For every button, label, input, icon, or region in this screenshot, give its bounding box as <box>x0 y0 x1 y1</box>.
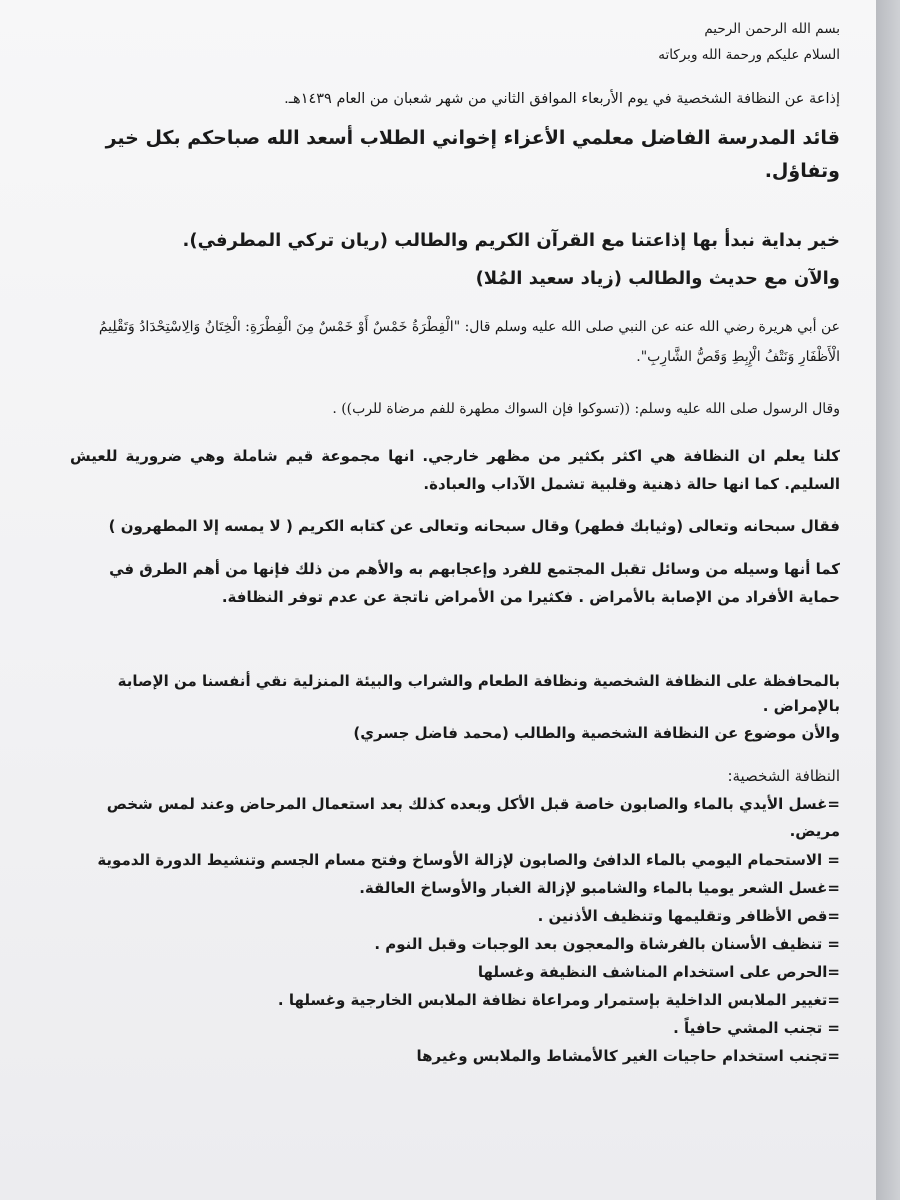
hadith-line: والآن مع حديث والطالب (زياد سعيد المُلا) <box>475 268 840 289</box>
list-item: = الاستحمام اليومي بالماء الدافئ والصابون لإزالة الأوساخ وفتح مسام الجسم وتنشيط الدورة الدموية <box>97 851 840 869</box>
list-item: =غسل الأيدي بالماء والصابون خاصة قبل الأكل وبعده كذلك بعد استعمال المرحاض وعند لمس شخص مريض. <box>106 795 840 840</box>
paragraph-protection: كما أنها وسيله من وسائل تقبل المجتمع للفرد وإعجابهم به والأهم من ذلك فإنها من أهم الطرق في حماية الأفراد من الإصابة بالأمراض . فكثيرا من الأمراض ناتجة عن عدم توفر النظافة. <box>109 560 840 606</box>
list-item: =تجنب استخدام حاجيات الغير كالأمشاط والملابس وغيرها <box>416 1047 840 1065</box>
list-item: = تنظيف الأسنان بالفرشاة والمعجون بعد الوجبات وقبل النوم . <box>374 935 840 953</box>
paragraph-cleanliness: كلنا يعلم ان النظافة هي اكثر بكثير من مظهر خارجي. انها مجموعة قيم شاملة وهي ضرورية للعيش السليم. كما انها حالة ذهنية وقلبية تشمل الآداب والعبادة. <box>70 447 840 493</box>
document-body <box>70 18 840 1069</box>
siwak-hadith: وقال الرسول صلى الله عليه وسلم: ((تسوكوا فإن السواك مطهرة للفم مرضاة للرب)) . <box>332 401 840 417</box>
list-item: =غسل الشعر يوميا بالماء والشامبو لإزالة الغبار والأوساخ العالقة. <box>359 879 840 897</box>
salam-greeting: السلام عليكم ورحمة الله وبركاته <box>658 47 840 63</box>
basmala: بسم الله الرحمن الرحيم <box>704 21 840 37</box>
verse-line: فقال سبحانه وتعالى (وثيابك فطهر) وقال سبحانه وتعالى عن كتابه الكريم ( لا يمسه إلا المطهرون ) <box>108 517 840 535</box>
hadith-text: عن أبي هريرة رضي الله عنه عن النبي صلى الله عليه وسلم قال: "الْفِطْرَةُ خَمْسٌ أَوْ خَمْسٌ مِنَ الْفِطْرَةِ: الْخِتَانُ وَالِاسْتِحْدَادُ وَتَقْلِيمُ الْأَظْفَارِ وَنَتْفُ الْإِبِطِ وَقَصُّ الشَّارِبِ". <box>98 319 840 365</box>
page-edge <box>876 0 900 1200</box>
list-title: النظافة الشخصية: <box>727 767 840 785</box>
topic-line: والأن موضوع عن النظافة الشخصية والطالب (محمد فاضل جسري) <box>353 724 840 742</box>
list-item: = تجنب المشي حافياً . <box>673 1019 840 1037</box>
broadcast-intro: إذاعة عن النظافة الشخصية في يوم الأربعاء الموافق الثاني من شهر شعبان من العام ١٤٣٩هـ. <box>284 91 840 107</box>
list-item: =قص الأظافر وتقليمها وتنظيف الأذنين . <box>537 907 840 925</box>
address-line: قائد المدرسة الفاضل معلمي الأعزاء إخواني الطلاب أسعد الله صباحكم بكل خير وتفاؤل. <box>105 127 840 182</box>
paragraph-prevention: بالمحافظة على النظافة الشخصية ونظافة الطعام والشراب والبيئة المنزلية نقي أنفسنا من الإصابة بالإمراض . <box>117 672 840 715</box>
list-item: =الحرص على استخدام المناشف النظيفة وغسلها <box>477 963 840 981</box>
list-item: =تغيير الملابس الداخلية بإستمرار ومراعاة نظافة الملابس الخارجية وغسلها . <box>277 991 840 1009</box>
quran-line: خير بداية نبدأ بها إذاعتنا مع القرآن الكريم والطالب (ريان تركي المطرفي). <box>182 230 840 251</box>
